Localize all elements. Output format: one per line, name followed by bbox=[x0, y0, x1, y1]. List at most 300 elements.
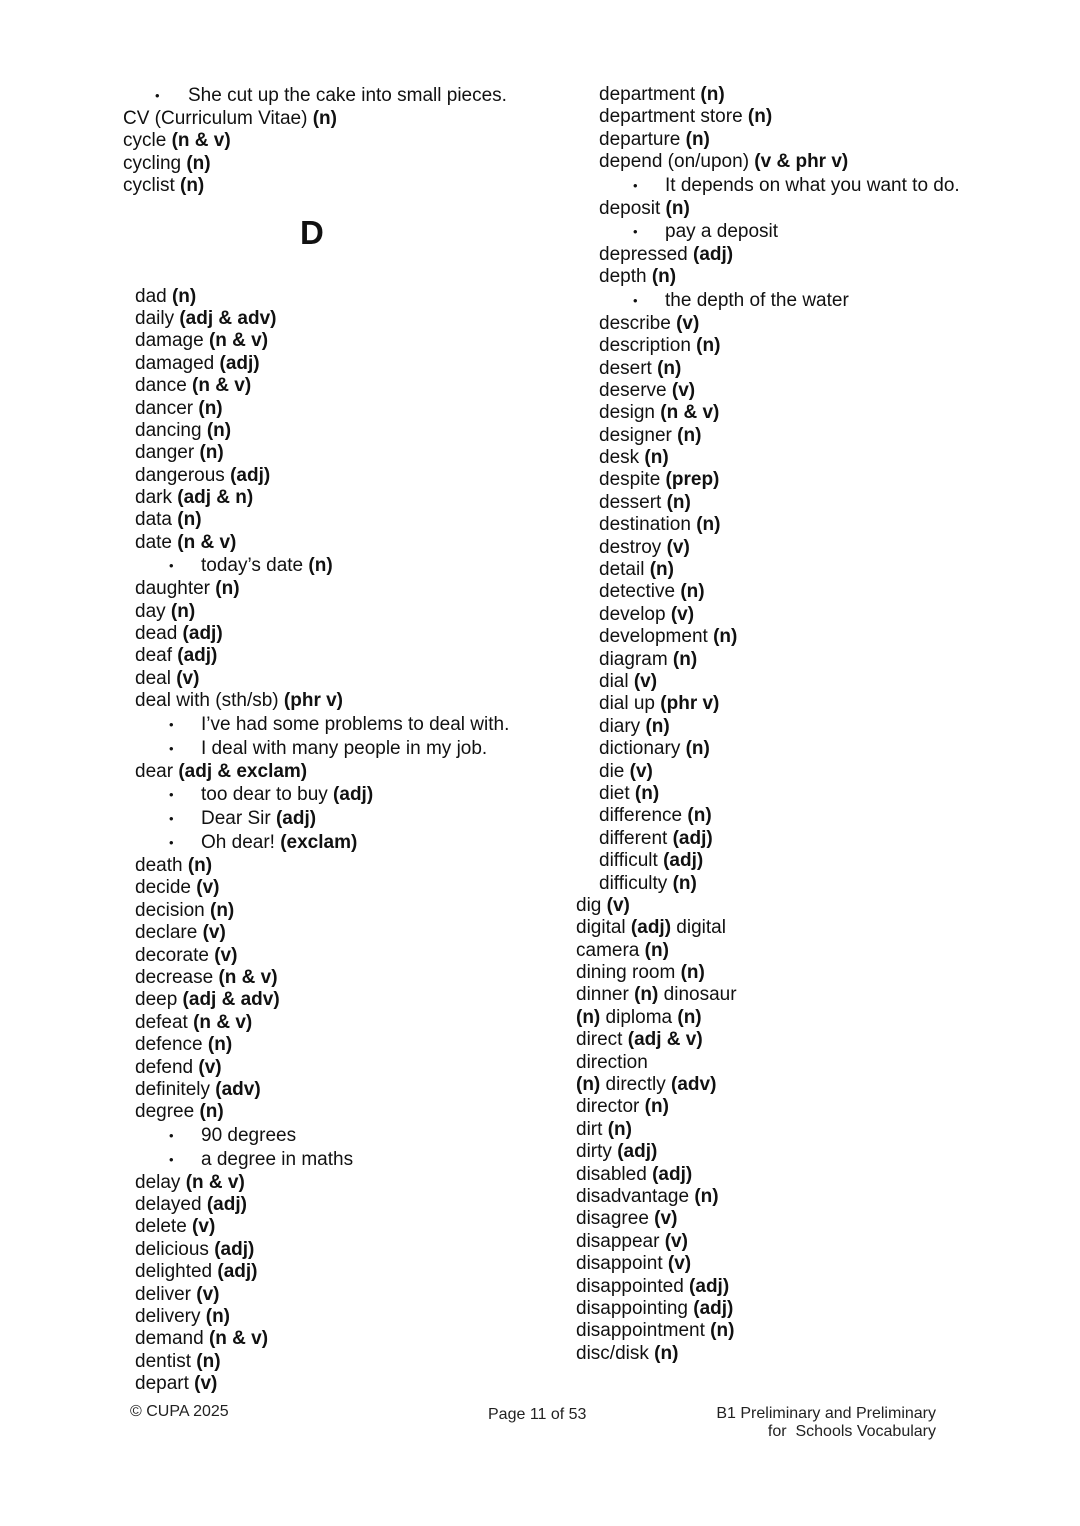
part-of-speech: (n) bbox=[215, 578, 240, 600]
part-of-speech: (adj) bbox=[630, 917, 672, 939]
vocabulary-entry bbox=[112, 130, 552, 152]
entry-text: too dear to buy bbox=[201, 783, 334, 805]
vocabulary-entry bbox=[576, 626, 1036, 648]
vocabulary-entry bbox=[576, 1119, 1036, 1141]
entry-text: dinner bbox=[576, 984, 635, 1006]
vocabulary-entry bbox=[112, 108, 552, 130]
part-of-speech: (adj & exclam) bbox=[178, 760, 308, 782]
entry-text: dancing bbox=[135, 419, 207, 441]
vocabulary-entry bbox=[112, 967, 552, 989]
bullet-icon: • bbox=[169, 810, 174, 826]
part-of-speech: (n) bbox=[177, 509, 202, 531]
entry-text: decision bbox=[135, 899, 210, 921]
part-of-speech: (n) bbox=[634, 984, 659, 1006]
entry-text: deposit bbox=[599, 197, 666, 219]
part-of-speech: (n & v) bbox=[660, 402, 720, 424]
part-of-speech: (exclam) bbox=[280, 831, 358, 853]
entry-text: direct bbox=[576, 1029, 628, 1051]
entry-text: delete bbox=[135, 1216, 193, 1238]
vocabulary-entry bbox=[576, 1320, 1036, 1342]
part-of-speech: (n) bbox=[607, 1118, 632, 1140]
entry-text: cycle bbox=[123, 130, 172, 152]
example-bullet-item bbox=[112, 84, 552, 108]
part-of-speech: (v) bbox=[606, 894, 630, 916]
part-of-speech: (v) bbox=[176, 667, 200, 689]
part-of-speech: (adv) bbox=[215, 1078, 261, 1100]
example-bullet-item bbox=[576, 174, 1036, 198]
part-of-speech: (adj) bbox=[217, 1261, 258, 1283]
vocabulary-entry bbox=[576, 266, 1036, 288]
part-of-speech: (adj) bbox=[689, 1275, 730, 1297]
entry-text: daughter bbox=[135, 578, 216, 600]
part-of-speech: (n & v) bbox=[208, 1328, 269, 1350]
entry-text: detail bbox=[599, 559, 650, 581]
vocabulary-entry bbox=[112, 1284, 552, 1306]
part-of-speech: (n) bbox=[677, 1006, 702, 1028]
entry-text: danger bbox=[135, 442, 200, 464]
entry-text: delayed bbox=[135, 1194, 207, 1216]
vocabulary-entry bbox=[576, 514, 1036, 536]
entry-text: disagree bbox=[576, 1208, 655, 1230]
entry-text: desert bbox=[599, 357, 658, 379]
part-of-speech: (v) bbox=[671, 379, 696, 401]
vocabulary-entry bbox=[576, 828, 1036, 850]
entry-text: decide bbox=[135, 877, 197, 899]
vocabulary-entry bbox=[112, 442, 552, 464]
vocabulary-entry bbox=[576, 537, 1036, 559]
part-of-speech: (v) bbox=[664, 1230, 688, 1252]
vocabulary-entry bbox=[576, 805, 1036, 827]
vocabulary-entry bbox=[576, 106, 1036, 128]
vocabulary-entry bbox=[112, 487, 552, 509]
example-bullet-item bbox=[112, 1148, 552, 1172]
entry-text: cyclist bbox=[123, 175, 180, 197]
entry-text: detective bbox=[599, 581, 681, 603]
entry-text: I deal with many people in my job. bbox=[201, 737, 488, 759]
entry-text: diet bbox=[599, 782, 635, 804]
entry-text: delay bbox=[135, 1171, 186, 1193]
entry-text: deaf bbox=[135, 645, 178, 667]
vocabulary-entry bbox=[576, 1208, 1036, 1230]
part-of-speech: (n) bbox=[696, 335, 721, 357]
entry-text: delicious bbox=[135, 1238, 215, 1260]
part-of-speech: (n) bbox=[694, 1185, 719, 1207]
entry-text: damage bbox=[135, 330, 209, 352]
vocabulary-entry bbox=[112, 1306, 552, 1328]
part-of-speech: (n) bbox=[308, 555, 333, 577]
vocabulary-entry bbox=[576, 581, 1036, 603]
part-of-speech: (n) bbox=[654, 1342, 679, 1364]
entry-text: dad bbox=[135, 285, 172, 307]
vocabulary-entry bbox=[576, 962, 1036, 984]
part-of-speech: (n) bbox=[685, 128, 710, 150]
entry-text: dining room bbox=[576, 962, 681, 984]
entry-text: difficult bbox=[599, 850, 664, 872]
entry-text: dead bbox=[135, 623, 183, 645]
vocabulary-entry bbox=[576, 693, 1036, 715]
vocabulary-entry bbox=[112, 668, 552, 690]
vocabulary-entry bbox=[576, 380, 1036, 402]
section-heading: D bbox=[300, 213, 324, 251]
entry-text: description bbox=[599, 335, 697, 357]
vocabulary-entry bbox=[576, 1186, 1036, 1208]
entry-text: death bbox=[135, 854, 188, 876]
part-of-speech: (n) bbox=[672, 648, 698, 670]
part-of-speech: (n) bbox=[644, 1096, 669, 1118]
bullet-icon: • bbox=[169, 558, 174, 574]
footer-copyright: © CUPA 2025 bbox=[130, 1403, 229, 1420]
part-of-speech: (v) bbox=[202, 922, 226, 944]
vocabulary-entry bbox=[576, 358, 1036, 380]
part-of-speech: (v) bbox=[196, 877, 220, 899]
part-of-speech: (n) bbox=[666, 491, 691, 513]
entry-text: disappointed bbox=[576, 1275, 690, 1297]
vocabulary-entry bbox=[112, 1101, 552, 1123]
entry-text: depend (on/upon) bbox=[599, 151, 755, 173]
entry-text: declare bbox=[135, 922, 203, 944]
part-of-speech: (n) bbox=[644, 447, 669, 469]
part-of-speech: (v) bbox=[676, 312, 700, 334]
entry-text: directly bbox=[600, 1074, 672, 1096]
entry-text: dirty bbox=[576, 1141, 618, 1163]
vocabulary-entry bbox=[576, 984, 1036, 1006]
vocabulary-entry bbox=[576, 84, 1036, 106]
vocabulary-entry bbox=[112, 1239, 552, 1261]
entry-text: day bbox=[135, 600, 171, 622]
vocabulary-entry bbox=[112, 1261, 552, 1283]
vocabulary-entry bbox=[576, 1343, 1036, 1365]
vocabulary-entry bbox=[576, 1096, 1036, 1118]
entry-text: damaged bbox=[135, 352, 220, 374]
part-of-speech: (n) bbox=[747, 106, 773, 128]
vocabulary-entry bbox=[576, 604, 1036, 626]
part-of-speech: (adj & n) bbox=[177, 487, 254, 509]
vocabulary-entry bbox=[576, 850, 1036, 872]
example-bullet-item bbox=[112, 713, 552, 737]
example-bullet-item bbox=[112, 807, 552, 831]
vocabulary-entry bbox=[112, 153, 552, 175]
heading-spacer bbox=[112, 268, 552, 286]
part-of-speech: (n) bbox=[665, 197, 690, 219]
part-of-speech: (n) bbox=[576, 1006, 601, 1028]
vocabulary-entry bbox=[576, 129, 1036, 151]
part-of-speech: (adj) bbox=[333, 783, 374, 805]
vocabulary-entry bbox=[576, 671, 1036, 693]
vocabulary-entry bbox=[576, 1029, 1036, 1051]
vocabulary-entry bbox=[112, 532, 552, 554]
entry-text: deserve bbox=[599, 379, 672, 401]
vocabulary-entry bbox=[576, 716, 1036, 738]
part-of-speech: (adj) bbox=[230, 464, 271, 486]
vocabulary-entry bbox=[112, 1194, 552, 1216]
part-of-speech: (v) bbox=[629, 760, 653, 782]
part-of-speech: (n & v) bbox=[171, 130, 231, 152]
part-of-speech: (v) bbox=[654, 1208, 678, 1230]
vocabulary-entry bbox=[112, 286, 552, 308]
part-of-speech: (n & v) bbox=[177, 531, 237, 553]
entry-text: disc/disk bbox=[576, 1342, 655, 1364]
part-of-speech: (v) bbox=[194, 1373, 218, 1395]
entry-text: dinosaur bbox=[658, 984, 737, 1006]
part-of-speech: (v) bbox=[198, 1056, 222, 1078]
part-of-speech: (n) bbox=[205, 1306, 231, 1328]
vocabulary-entry bbox=[112, 1328, 552, 1350]
example-bullet-item bbox=[576, 289, 1036, 313]
entry-text: direction bbox=[576, 1051, 648, 1073]
entry-text: Dear Sir bbox=[201, 807, 276, 829]
footer-document-title bbox=[716, 1405, 936, 1441]
left-column bbox=[112, 84, 552, 1396]
part-of-speech: (n) bbox=[576, 1074, 601, 1096]
vocabulary-entry bbox=[576, 447, 1036, 469]
example-bullet-item bbox=[112, 737, 552, 761]
vocabulary-entry bbox=[112, 1034, 552, 1056]
vocabulary-entry bbox=[112, 989, 552, 1011]
entry-text: disabled bbox=[576, 1163, 653, 1185]
entry-text: I’ve had some problems to deal with. bbox=[201, 713, 510, 735]
entry-text: diploma bbox=[600, 1006, 678, 1028]
vocabulary-entry bbox=[112, 465, 552, 487]
part-of-speech: (v & phr v) bbox=[754, 151, 849, 173]
vocabulary-entry bbox=[576, 469, 1036, 491]
vocabulary-entry bbox=[576, 895, 1036, 917]
part-of-speech: (n) bbox=[677, 424, 702, 446]
entry-text: disadvantage bbox=[576, 1185, 695, 1207]
vocabulary-entry bbox=[576, 425, 1036, 447]
vocabulary-entry bbox=[576, 151, 1036, 173]
entry-text: difficulty bbox=[599, 872, 673, 894]
entry-text: cycling bbox=[123, 152, 187, 174]
part-of-speech: (n & v) bbox=[193, 1011, 253, 1033]
entry-text: director bbox=[576, 1096, 645, 1118]
part-of-speech: (adj) bbox=[219, 352, 260, 374]
vocabulary-entry bbox=[576, 559, 1036, 581]
part-of-speech: (n) bbox=[170, 600, 196, 622]
entry-text: destroy bbox=[599, 536, 667, 558]
bullet-icon: • bbox=[169, 786, 174, 802]
vocabulary-entry bbox=[576, 1141, 1036, 1163]
entry-text: dirt bbox=[576, 1118, 608, 1140]
entry-text: degree bbox=[135, 1101, 200, 1123]
vocabulary-entry bbox=[112, 690, 552, 712]
part-of-speech: (v) bbox=[666, 536, 690, 558]
entry-text: daily bbox=[135, 307, 180, 329]
part-of-speech: (n) bbox=[186, 152, 211, 174]
vocabulary-entry bbox=[576, 738, 1036, 760]
part-of-speech: (n) bbox=[700, 84, 725, 105]
part-of-speech: (n) bbox=[171, 285, 197, 307]
entry-text: It depends on what you want to do. bbox=[665, 174, 960, 196]
entry-text: dentist bbox=[135, 1350, 197, 1372]
part-of-speech: (adj) bbox=[663, 850, 704, 872]
entry-text: dig bbox=[576, 894, 607, 916]
vocabulary-entry bbox=[112, 855, 552, 877]
entry-text: deep bbox=[135, 989, 183, 1011]
entry-text: decrease bbox=[135, 966, 219, 988]
vocabulary-entry bbox=[112, 1373, 552, 1395]
entry-text: digital bbox=[671, 917, 726, 939]
entry-text: camera bbox=[576, 939, 645, 961]
part-of-speech: (phr v) bbox=[660, 693, 720, 715]
bullet-icon: • bbox=[633, 223, 638, 239]
part-of-speech: (n) bbox=[187, 854, 213, 876]
entry-text: 90 degrees bbox=[201, 1124, 297, 1146]
example-bullet-item bbox=[576, 220, 1036, 244]
part-of-speech: (n & v) bbox=[192, 375, 252, 397]
entry-text: dark bbox=[135, 487, 178, 509]
vocabulary-entry bbox=[576, 1231, 1036, 1253]
part-of-speech: (n) bbox=[198, 397, 223, 419]
part-of-speech: (prep) bbox=[665, 469, 720, 491]
part-of-speech: (adv) bbox=[671, 1074, 717, 1096]
part-of-speech: (n) bbox=[657, 357, 682, 379]
vocabulary-entry bbox=[576, 1007, 1036, 1029]
vocabulary-entry bbox=[112, 623, 552, 645]
part-of-speech: (n) bbox=[710, 1320, 735, 1342]
bullet-icon: • bbox=[155, 88, 160, 103]
vocabulary-entry bbox=[576, 761, 1036, 783]
vocabulary-entry bbox=[112, 353, 552, 375]
vocabulary-entry bbox=[576, 783, 1036, 805]
vocabulary-entry bbox=[112, 1079, 552, 1101]
entry-text: digital bbox=[576, 917, 631, 939]
vocabulary-entry bbox=[112, 645, 552, 667]
part-of-speech: (n) bbox=[696, 514, 721, 536]
entry-text: die bbox=[599, 760, 630, 782]
vocabulary-entry bbox=[112, 398, 552, 420]
entry-text: despite bbox=[599, 469, 666, 491]
entry-text: defeat bbox=[135, 1011, 194, 1033]
part-of-speech: (n) bbox=[645, 715, 670, 737]
vocabulary-entry bbox=[576, 1164, 1036, 1186]
bullet-icon: • bbox=[169, 1127, 174, 1143]
part-of-speech: (n) bbox=[312, 108, 337, 129]
bullet-icon: • bbox=[633, 292, 638, 308]
entry-text: department bbox=[599, 84, 701, 105]
part-of-speech: (n & v) bbox=[185, 1171, 245, 1193]
part-of-speech: (n) bbox=[634, 782, 660, 804]
footer-title-line-2: for Schools Vocabulary bbox=[767, 1423, 936, 1440]
vocabulary-entry bbox=[576, 335, 1036, 357]
vocabulary-entry bbox=[576, 402, 1036, 424]
vocabulary-entry bbox=[576, 198, 1036, 220]
part-of-speech: (n & v) bbox=[208, 330, 269, 352]
part-of-speech: (n) bbox=[672, 872, 697, 894]
part-of-speech: (adj) bbox=[177, 645, 218, 667]
entry-text: depart bbox=[135, 1373, 195, 1395]
entry-text: dance bbox=[135, 375, 193, 397]
vocabulary-entry bbox=[576, 1298, 1036, 1320]
example-bullet-item bbox=[112, 1124, 552, 1148]
part-of-speech: (n) bbox=[206, 419, 232, 441]
part-of-speech: (n) bbox=[199, 1101, 224, 1123]
entry-text: a degree in maths bbox=[201, 1148, 354, 1170]
entry-text: today’s date bbox=[201, 555, 309, 577]
vocabulary-entry bbox=[112, 761, 552, 783]
entry-text: depth bbox=[599, 266, 652, 288]
vocabulary-entry bbox=[112, 1057, 552, 1079]
vocabulary-entry bbox=[576, 1253, 1036, 1275]
part-of-speech: (v) bbox=[670, 603, 695, 625]
entry-text: designer bbox=[599, 424, 678, 446]
vocabulary-entry bbox=[576, 492, 1036, 514]
bullet-icon: • bbox=[169, 740, 174, 756]
entry-text: definitely bbox=[135, 1078, 216, 1100]
vocabulary-entry bbox=[576, 940, 1036, 962]
part-of-speech: (v) bbox=[633, 670, 658, 692]
entry-text: dancer bbox=[135, 397, 199, 419]
entry-text: data bbox=[135, 509, 178, 531]
vocabulary-entry bbox=[112, 1012, 552, 1034]
entry-text: depressed bbox=[599, 243, 694, 265]
part-of-speech: (n) bbox=[713, 626, 738, 648]
part-of-speech: (n) bbox=[649, 559, 674, 581]
part-of-speech: (adj) bbox=[652, 1163, 693, 1185]
entry-text: difference bbox=[599, 805, 688, 827]
bullet-icon: • bbox=[633, 177, 638, 193]
entry-text: dear bbox=[135, 760, 179, 782]
entry-text: develop bbox=[599, 603, 671, 625]
vocabulary-entry bbox=[112, 877, 552, 899]
entry-text: dangerous bbox=[135, 464, 231, 486]
part-of-speech: (n) bbox=[651, 266, 677, 288]
part-of-speech: (n) bbox=[199, 442, 224, 464]
entry-text: different bbox=[599, 827, 673, 849]
vocabulary-entry bbox=[112, 509, 552, 531]
entry-text: desk bbox=[599, 447, 645, 469]
part-of-speech: (adj) bbox=[214, 1238, 255, 1260]
vocabulary-entry bbox=[112, 1172, 552, 1194]
entry-text: delighted bbox=[135, 1261, 218, 1283]
entry-text: date bbox=[135, 531, 178, 553]
entry-text: describe bbox=[599, 312, 677, 334]
part-of-speech: (n & v) bbox=[218, 966, 278, 988]
entry-text: departure bbox=[599, 128, 686, 150]
vocabulary-entry bbox=[112, 922, 552, 944]
vocabulary-entry bbox=[112, 578, 552, 600]
vocabulary-entry bbox=[112, 375, 552, 397]
part-of-speech: (v) bbox=[196, 1283, 220, 1305]
part-of-speech: (n) bbox=[196, 1350, 221, 1372]
part-of-speech: (n) bbox=[180, 175, 205, 197]
entry-text: the depth of the water bbox=[665, 289, 849, 311]
vocabulary-entry bbox=[576, 873, 1036, 895]
bullet-icon: • bbox=[169, 1151, 174, 1167]
entry-text: dial bbox=[599, 670, 634, 692]
part-of-speech: (adj & adv) bbox=[179, 307, 277, 329]
vocabulary-entry bbox=[112, 420, 552, 442]
part-of-speech: (adj) bbox=[693, 243, 734, 265]
entry-text: disappointing bbox=[576, 1297, 694, 1319]
example-bullet-item bbox=[112, 831, 552, 855]
part-of-speech: (v) bbox=[192, 1216, 216, 1238]
example-bullet-item bbox=[112, 783, 552, 807]
entry-text: destination bbox=[599, 514, 697, 536]
vocabulary-entry bbox=[112, 601, 552, 623]
entry-text: disappointment bbox=[576, 1320, 711, 1342]
part-of-speech: (v) bbox=[667, 1253, 692, 1275]
entry-text: disappoint bbox=[576, 1253, 668, 1275]
entry-text: deal bbox=[135, 667, 177, 689]
part-of-speech: (adj & adv) bbox=[182, 989, 280, 1011]
part-of-speech: (n) bbox=[207, 1034, 233, 1056]
entry-text: pay a deposit bbox=[665, 220, 779, 242]
entry-text: decorate bbox=[135, 944, 215, 966]
entry-text: development bbox=[599, 626, 714, 648]
entry-text: She cut up the cake into small pieces. bbox=[188, 85, 507, 106]
vocabulary-entry bbox=[112, 175, 552, 197]
vocabulary-entry bbox=[112, 1216, 552, 1238]
